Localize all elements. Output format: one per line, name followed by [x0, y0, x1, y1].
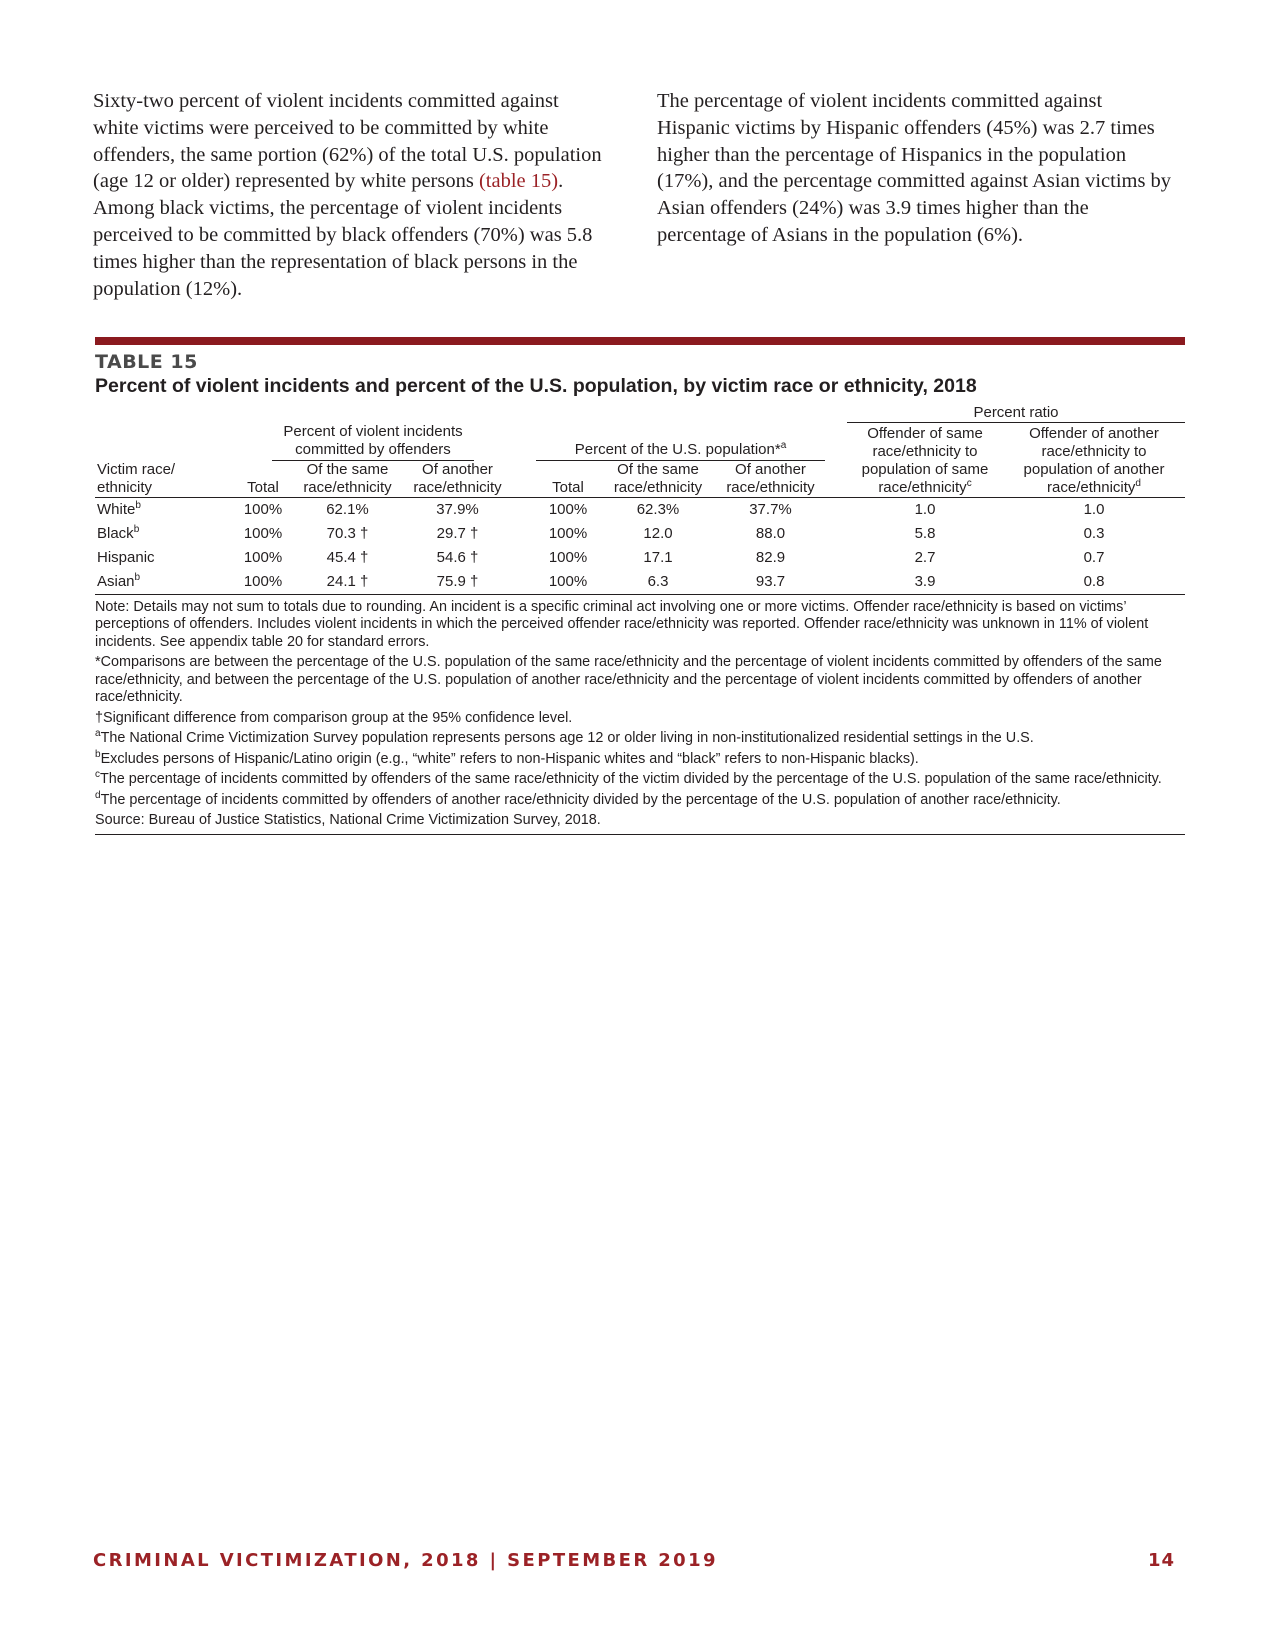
- cell-pop-another: 82.9: [755, 548, 786, 566]
- col-total: Total: [232, 461, 294, 498]
- body-column-right: [657, 88, 1172, 249]
- cell-ratio-another: 0.7: [1083, 548, 1105, 566]
- footnote-marker: b: [95, 748, 101, 760]
- table-notes: [95, 595, 1185, 835]
- cell-pop-total: 100%: [548, 548, 588, 566]
- incidents-group-header: Percent of violent incidents committed by offenders: [272, 423, 474, 461]
- footnote-d-text: The percentage of incidents committed by offenders of another race/ethnicity divided by the percentage of the U.S. population of another race/ethnicity.: [100, 791, 1061, 808]
- population-group-header: [536, 441, 825, 461]
- col-pop-same: Of the same race/ethnicity: [602, 461, 714, 498]
- col-pop-total: Total: [534, 461, 602, 498]
- row-label: [95, 522, 232, 546]
- footnote-d: [95, 789, 1185, 810]
- col-pop-another: Of another race/ethnicity: [714, 461, 827, 498]
- data-table: [95, 404, 1185, 595]
- cell-pop-another: 93.7: [714, 570, 827, 595]
- source-note: Source: Bureau of Justice Statistics, National Crime Victimization Survey, 2018.: [95, 812, 601, 828]
- note-asterisk: *Comparisons are between the percentage of the U.S. population of the same race/ethnicity and the percentage of violent incidents committed by offenders of the same race/ethnicity, and between the percentage of the U.S. population of another race/ethnicity and the percentage of violent incidents committed by offenders of another race/ethnicity.: [95, 654, 1162, 705]
- table-row: [95, 546, 1185, 570]
- cell-inc-total: 100%: [243, 500, 283, 518]
- cell-pop-same: 12.0: [643, 524, 673, 542]
- cell-inc-another: 29.7 †: [436, 524, 479, 542]
- percent-ratio-header: Percent ratio: [847, 404, 1185, 423]
- cell-ratio-same: 2.7: [914, 548, 936, 566]
- row-label: [95, 497, 232, 522]
- body-paragraph-right: The percentage of violent incidents committed against Hispanic victims by Hispanic offenders (45%) was 2.7 times higher than the percentage of Hispanics in the population (17%), and the percentage committed against Asian victims by Asian offenders (24%) was 3.9 times higher than the percentage of Asians in the population (6%).: [657, 90, 1172, 246]
- table-row: [95, 497, 1185, 522]
- table-row: [95, 570, 1185, 595]
- cell-inc-another: 37.9%: [436, 500, 479, 518]
- cell-inc-same: 24.1 †: [294, 570, 401, 595]
- row-label-text: Hispanic: [97, 548, 155, 566]
- cell-inc-same: 45.4 †: [326, 548, 369, 566]
- table-section: [95, 337, 1185, 835]
- footnote-marker: b: [133, 523, 140, 535]
- row-label-text: White: [97, 500, 136, 518]
- col-victim: Victim race/ ethnicity: [95, 461, 232, 498]
- cell-ratio-another: 1.0: [1083, 500, 1105, 518]
- cell-ratio-same: 1.0: [914, 500, 936, 518]
- cell-pop-same: 62.3%: [636, 500, 680, 518]
- paragraph-text: . Among black victims, the percentage of violent incidents perceived to be committed by black offenders (70%) was 5.8 times higher than the representation of black persons in the population (12%).: [93, 170, 593, 300]
- population-header-text: Percent of the U.S. population*: [574, 440, 781, 458]
- incidents-header-cell: [232, 423, 514, 461]
- footnote-marker: a: [95, 728, 101, 740]
- table-label: TABLE 15: [95, 351, 198, 373]
- body-column-left: [93, 88, 608, 302]
- note-dagger: †Significant difference from comparison group at the 95% confidence level.: [95, 709, 573, 726]
- row-label-text: Black: [97, 524, 134, 542]
- table-title: Percent of violent incidents and percent of the U.S. population, by victim race or ethnicity, 2018: [95, 375, 977, 397]
- page-number: 14: [1148, 1550, 1176, 1571]
- cell-inc-total: 100%: [243, 524, 283, 542]
- cell-pop-another: 37.7%: [749, 500, 792, 518]
- note-general: Note: Details may not sum to totals due to rounding. An incident is a specific criminal act involving one or more victims. Offender race/ethnicity is based on victims’ perceptions of offenders. Includes violent incidents in which the perceived offender race/ethnicity was reported. Offender race/ethnicity was unknown in 11% of violent incidents. See appendix table 20 for standard errors.: [95, 598, 1149, 650]
- footer-publication-title: CRIMINAL VICTIMIZATION, 2018 | SEPTEMBER 2019: [93, 1550, 718, 1571]
- cell-pop-same: 17.1: [643, 548, 673, 566]
- body-paragraph-left: [93, 88, 608, 302]
- footnote-marker: d: [95, 789, 101, 801]
- col-ratio-same-text: Offender of same race/ethnicity to population of same race/ethnicity: [861, 424, 989, 496]
- row-label: [95, 570, 232, 595]
- cell-pop-total: 100%: [548, 524, 588, 542]
- row-label-text: Asian: [97, 572, 135, 590]
- cell-pop-another: 88.0: [755, 524, 786, 542]
- table-row: [95, 522, 1185, 546]
- population-header-cell: [534, 423, 827, 461]
- cell-inc-same: 62.1%: [326, 500, 369, 518]
- cell-pop-same: 6.3: [602, 570, 714, 595]
- cell-inc-another: 54.6 †: [436, 548, 479, 566]
- cell-inc-total: 100%: [232, 570, 294, 595]
- paragraph-text: Sixty-two percent of violent incidents committed against white victims were perceived to be committed by white offenders, the same portion (62%) of the total U.S. population (age 12 or older) represented by white persons: [93, 90, 602, 193]
- footnote-c: [95, 771, 1185, 789]
- col-same: Of the same race/ethnicity: [294, 461, 401, 498]
- footnote-marker: b: [134, 571, 141, 583]
- cell-inc-another: 75.9 †: [401, 570, 514, 595]
- table-15-link[interactable]: (table 15): [478, 170, 559, 193]
- footnote-marker: c: [95, 769, 100, 781]
- cell-ratio-another: 0.8: [1003, 570, 1185, 595]
- footnote-marker: c: [966, 477, 972, 489]
- footnote-a-text: The National Crime Victimization Survey population represents persons age 12 or older living in non-institutionalized residential settings in the U.S.: [100, 730, 1034, 746]
- col-another: Of another race/ethnicity: [401, 461, 514, 498]
- footnote-c-text: The percentage of incidents committed by offenders of the same race/ethnicity of the victim divided by the percentage of the U.S. population of the same race/ethnicity.: [100, 771, 1162, 787]
- row-label: [95, 546, 232, 570]
- cell-inc-same: 70.3 †: [326, 524, 369, 542]
- col-ratio-another: [1003, 423, 1185, 498]
- cell-pop-total: 100%: [534, 570, 602, 595]
- cell-inc-total: 100%: [243, 548, 283, 566]
- cell-ratio-same: 3.9: [847, 570, 1003, 595]
- footnote-marker: d: [1135, 477, 1141, 489]
- cell-pop-total: 100%: [548, 500, 588, 518]
- footnote-b-text: Excludes persons of Hispanic/Latino origin (e.g., “white” refers to non-Hispanic whites and “black” refers to non-Hispanic blacks).: [100, 750, 919, 767]
- table-divider-bar: [95, 337, 1185, 345]
- footnote-marker: a: [780, 439, 787, 451]
- footnote-a: [95, 730, 1185, 748]
- col-ratio-another-text: Offender of another race/ethnicity to population of another race/ethnicity: [1023, 424, 1165, 496]
- cell-ratio-same: 5.8: [914, 524, 936, 542]
- cell-ratio-another: 0.3: [1083, 524, 1105, 542]
- col-ratio-same: [847, 423, 1003, 498]
- footnote-marker: b: [135, 499, 141, 511]
- footnote-b: [95, 748, 1185, 769]
